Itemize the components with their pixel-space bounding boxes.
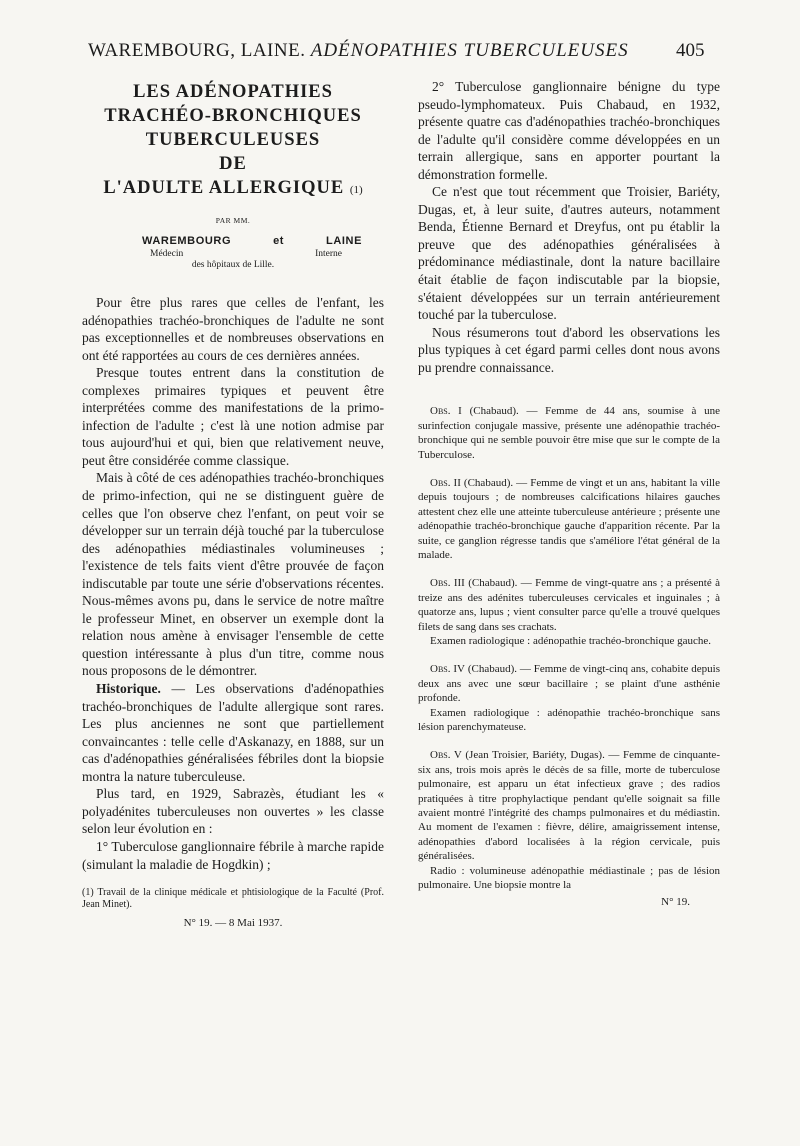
par-mm: PAR MM.	[215, 216, 251, 225]
obs-label: Obs. V	[430, 749, 462, 762]
paragraph: Pour être plus rares que celles de l'enfant, les adénopathies trachéo-bronchiques de l'adulte ne sont pas exceptionnelles et de nombreuses observations en ont été rapportées au cours de ces dernières années.	[82, 295, 384, 363]
title-line: TRACHÉO-BRONCHIQUES	[104, 106, 362, 126]
paragraph: Plus tard, en 1929, Sabrazès, étudiant les « polyadénites tuberculeuses non ouvertes » les classe selon leur évolution en :	[82, 786, 384, 837]
authors-row	[82, 235, 384, 247]
title-line-last: L'ADULTE ALLERGIQUE $^{(1)}$	[103, 178, 363, 198]
issue-number: N° 19. — 8 Mai 1937.	[183, 917, 283, 930]
role-medecin: Médecin	[150, 249, 184, 259]
paragraph: Mais à côté de ces adénopathies trachéo-bronchiques de primo-infection, qui ne se distinguent guère de celles que l'on observe chez l'enfant, on peut voir se développer sur un terrain déjà touché par la tuberculose des adénopathies médiastinales volumineuses ; l'existence de tels faits vient d'être prouvée de façon indiscutable par toute une série d'observations récentes. Nous-mêmes avons pu, dans le service de notre maître le professeur Minet, en observer un exemple dont la relation nous amène à envisager l'ensemble de cette question intéressante à plus d'un titre, comme nous nous proposons de le démontrer.	[82, 470, 384, 679]
observation-extra: Examen radiologique : adénopathie trachéo-bronchique sans lésion parenchymateuse.	[418, 706, 720, 734]
footnote	[82, 887, 384, 929]
obs-label: Obs. II	[430, 476, 461, 489]
article-title	[82, 80, 384, 200]
header-running-title: ADÉNOPATHIES TUBERCULEUSES	[310, 40, 629, 61]
observation-extra: Examen radiologique : adénopathie trachéo-bronchique gauche.	[430, 634, 711, 647]
paragraph: 1° Tuberculose ganglionnaire fébrile à marche rapide (simulant la maladie de Hogdkin) ;	[82, 838, 384, 872]
page-number: 405	[676, 40, 705, 61]
paragraph: 2° Tuberculose ganglionnaire bénigne du type pseudo-lymphomateux. Puis Chabaud, en 1932, présente quatre cas d'adénopathies trachéo-bronchiques de l'adulte qu'il considère comme développées en un terrain allergique, sans en apporter pourtant la démonstration formelle.	[418, 79, 720, 182]
observation: Obs. II (Chabaud). — Femme de vingt et un ans, habitant la ville depuis toujours ; de nombreuses calcifications hilaires gauches attestent chez elle une atteinte tuberculeuse antérieure ; présente une adénopathie trachéo-bronchique gauche d'apparition récente. Par la suite, ce ganglion régresse tandis que s'améliore l'état général de la malade.	[418, 476, 720, 561]
left-column	[82, 78, 384, 929]
observations	[418, 404, 720, 892]
hospitals-line: des hôpitaux de Lille.	[191, 260, 275, 270]
title-footnote-ref: (1)	[349, 184, 363, 196]
observation: Obs. III (Chabaud). — Femme de vingt-quatre ans ; a présenté à treize ans des adénites tuberculeuses cervicales et inguinales ; à quatorze ans, lupus ; vient consulter parce qu'elle a trouvé quelques filets de sang dans ses crachats.	[418, 577, 720, 633]
observation: Obs. I (Chabaud). — Femme de 44 ans, soumise à une surinfection conjugale massive, présente une adénopathie trachéo-bronchique qui ne semble pouvoir être mise que sur le compte de la Tuberculose.	[418, 405, 720, 461]
observation: Obs. IV (Chabaud). — Femme de vingt-cinq ans, cohabite depuis deux ans avec une sœur bacillaire ; se plaint d'une asthénie profonde.	[418, 663, 720, 705]
author-and: et	[273, 235, 285, 247]
obs-label: Obs. I	[430, 405, 462, 418]
title-line: DE	[219, 154, 247, 174]
paragraph: Nous résumerons tout d'abord les observations les plus typiques à cet égard parmi celles dont nous avons pu prendre connaissance.	[418, 324, 720, 375]
author-laine: LAINE	[326, 235, 362, 247]
title-line: TUBERCULEUSES	[145, 130, 321, 150]
bottom-issue-number: N° 19.	[661, 896, 690, 909]
historique-paragraph: Historique. — Les observations d'adénopathies trachéo-bronchiques de l'adulte allergique sont rares. Les plus anciennes ne sont que partiellement convaincantes : telle celle d'Askanazy, en 1888, sur un cas d'adénopathies généralisées fébriles dont la biopsie montra la nature tuberculeuse.	[82, 681, 384, 784]
author-warembourg: WAREMBOURG	[142, 235, 232, 247]
role-interne: Interne	[315, 249, 342, 259]
historique-heading: Historique.	[96, 681, 161, 697]
obs-label: Obs. III	[430, 577, 465, 590]
paragraph: Presque toutes entrent dans la constitution de complexes primaires typiques et peuvent être interprétées comme des manifestations de la primo-infection de l'adulte ; c'est là une notion admise par tous aujourd'hui et qui, bien que relativement neuve, peut être considérée comme classique.	[82, 365, 384, 468]
observation: Obs. V (Jean Troisier, Bariéty, Dugas). — Femme de cinquante-six ans, trois mois après le décès de sa fille, morte de tuberculose pulmonaire, est apparu un état infectieux grave ; des radios pratiquées à titre prophylactique pendant qu'elle soignait sa fille avaient montré l'intégrité des champs pulmonaires et du médiastin. Au moment de l'examen : fièvre, délire, amaigrissement intense, adénopathies d'abord localisées à la région cervicale, puis généralisées.	[418, 749, 720, 863]
roles-row	[82, 249, 384, 259]
title-line: LES ADÉNOPATHIES	[133, 82, 333, 102]
paragraph: Ce n'est que tout récemment que Troisier, Bariéty, Dugas, et, à leur suite, d'autres auteurs, notamment Benda, Étienne Bernard et Dreyfus, ont pu établir la preuve que des adénopathies généralisées à prédominance médiastinale, dont la nature bacillaire était établie de façon indiscutable par la biopsie, s'étaient développées sur un terrain antérieurement touché par la tuberculose.	[418, 184, 720, 323]
obs-label: Obs. IV	[430, 663, 465, 676]
footnote-text: (1) Travail de la clinique médicale et phtisiologique de la Faculté (Prof. Jean Minet).	[82, 887, 384, 911]
running-header	[0, 40, 800, 72]
header-authors: WAREMBOURG, LAINE. ADÉNOPATHIES TUBERCULEUSES	[88, 40, 629, 61]
observation-extra: Radio : volumineuse adénopathie médiastinale ; pas de lésion pulmonaire. Une biopsie montre la	[418, 864, 720, 892]
right-column	[418, 78, 720, 908]
